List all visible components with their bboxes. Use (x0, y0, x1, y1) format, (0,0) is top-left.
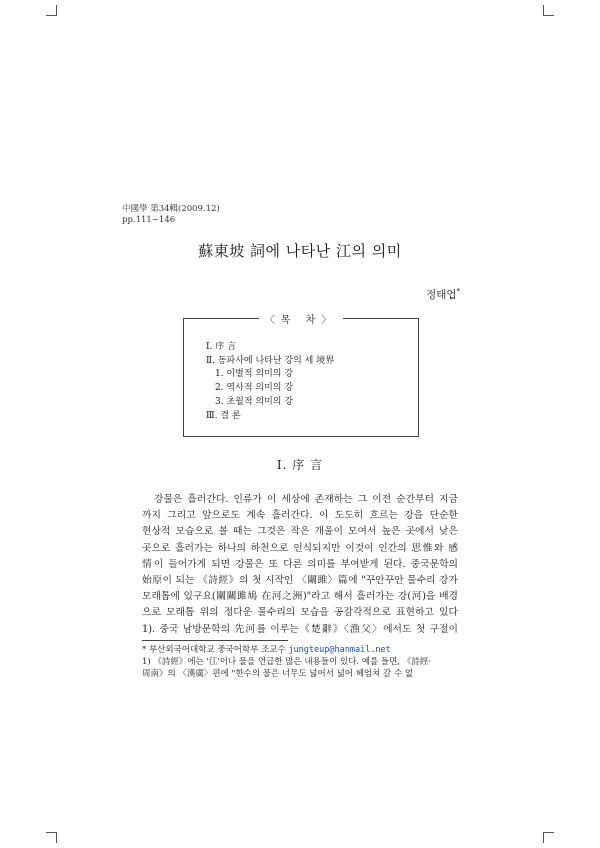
author-footnote-mark: * (456, 287, 460, 296)
toc-subitem: 3. 초월적 의미의 강 (215, 396, 294, 407)
author-name: 정태업 (426, 289, 457, 301)
body-line: 1). 중국 남방문학의 先河를 이루는《楚辭》〈漁父〉에서도 첫 구절이 (142, 623, 458, 635)
body-text (142, 492, 458, 638)
body-line: 으로 모래톱 위의 정다운 물수리의 모습을 공감각적으로 표현하고 있다 (142, 607, 458, 619)
crop-mark-top-right (543, 5, 554, 16)
toc-subitem: 1. 이별적 의미의 강 (215, 369, 294, 380)
table-of-contents (183, 315, 419, 437)
paper-title: 蘇東坡 詞에 나타난 江의 의미 (198, 242, 402, 260)
footnote-1-line: 1) 《詩經》에는 '江'이나 물을 언급한 많은 내용들이 있다. 예를 들면, 《詩經· (142, 657, 431, 667)
journal-info (122, 204, 220, 226)
author-email-link[interactable]: jungteup@hanmail.net (288, 645, 391, 655)
body-line: 곳으로 흘러가는 하나의 하천으로 인식되지만 이것이 인간의 思惟와 感 (142, 542, 458, 554)
toc-list (206, 341, 334, 423)
crop-mark-top-left (46, 5, 57, 16)
body-line: 모래톱에 있구요(關關雎鳩 在河之洲)"라고 해서 흘러가는 강(河)을 배경 (142, 591, 458, 603)
footnote-separator (142, 640, 288, 641)
toc-item: Ⅰ. 序 言 (206, 342, 237, 352)
footnotes (142, 644, 458, 680)
crop-mark-bottom-left (46, 832, 57, 843)
crop-mark-bottom-right (543, 832, 554, 843)
author (426, 287, 460, 302)
footnote-affiliation (142, 644, 458, 656)
toc-item: Ⅱ. 동파사에 나타난 강의 세 境界 (206, 355, 335, 366)
toc-item: Ⅲ. 결 론 (206, 410, 241, 421)
affiliation-text: * 부산외국어대학교 중국어학부 조교수 (142, 645, 289, 655)
body-line: 강물은 흘러간다. 인류가 이 세상에 존재하는 그 이전 순간부터 지금 (154, 494, 458, 505)
toc-subitem: 2. 역사적 의미의 강 (215, 383, 294, 394)
body-line: 현상적 모습으로 볼 때는 그것은 작은 개울이 모여서 높은 곳에서 낮은 (142, 526, 458, 538)
body-line: 始原이 되는 《詩經》의 첫 시작인 〈關雎〉篇에 "꾸안꾸안 물수리 강가 (142, 575, 458, 587)
journal-pages: pp.111~146 (122, 215, 176, 225)
body-line: 情이 들어가게 되면 강물은 또 다른 의미를 부여받게 된다. 중국문학의 (142, 558, 458, 570)
journal-issue: 中國學 第34輯(2009.12) (122, 204, 220, 214)
body-line: 까지 그리고 앞으로도 계속 흘러간다. 이 도도히 흐르는 강을 단순한 (142, 510, 458, 522)
toc-heading: 〈목 차〉 (259, 315, 344, 326)
section-heading: Ⅰ. 序 言 (276, 458, 324, 472)
footnote-1-line: 周南》의 〈漢廣〉편에 "한수의 물은 너무도 넓어서 넓어 헤엄쳐 갈 수 없 (142, 669, 414, 679)
